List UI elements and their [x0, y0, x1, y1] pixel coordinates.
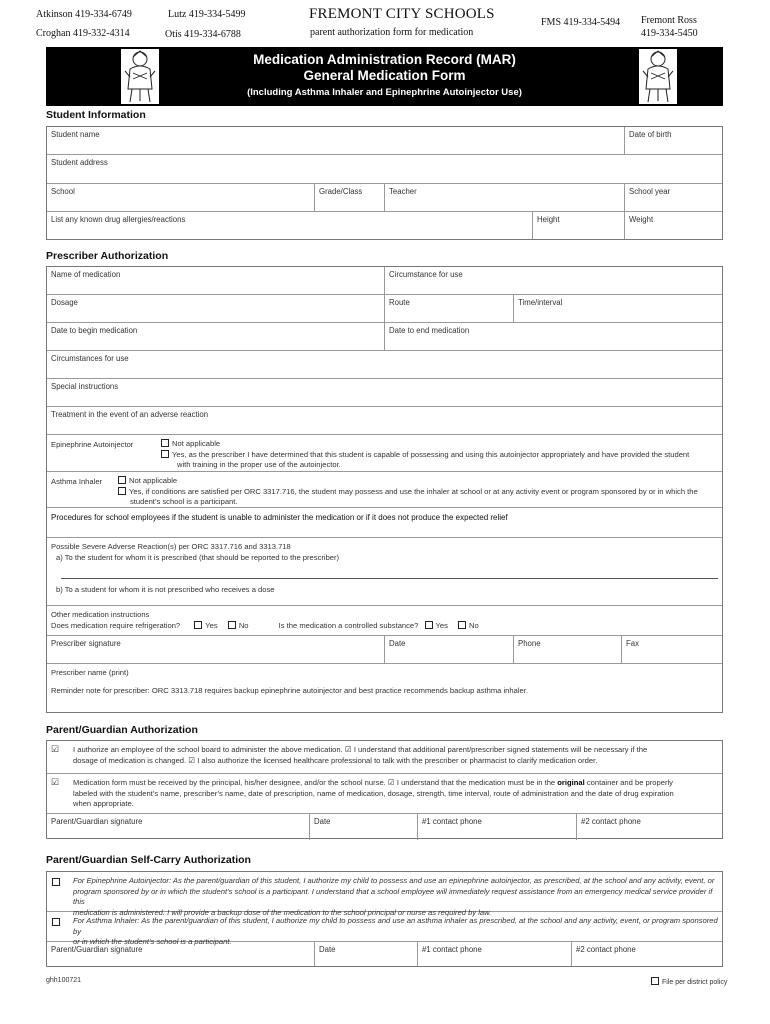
severe-reactions-section [51, 542, 718, 563]
prescriber-reminder-note: Reminder note for prescriber: ORC 3313.718 requires backup epinephrine autoinjector and best practice recommends backup asthma inhaler. [51, 685, 528, 695]
checkbox[interactable] [118, 476, 126, 484]
parent-date-field[interactable]: Date [309, 814, 417, 840]
form-code: ghh100721 [46, 977, 82, 984]
refrig-yes[interactable]: Yes [194, 621, 217, 630]
special-instructions-field[interactable]: Special instructions [51, 382, 119, 391]
self-carry-epi-statement: For Epinephrine Autoinjector: As the parent/guardian of this student, I authorize my child to possess and use an epinephrine autoinjector, as prescribed, at the school and any activity, event, or program sponsored by or in which the student’s school is a participant. I understand that a school employee will immediately request assistance from an emergency medical service provider if this medication is administered. I will provide a backup dose of the medication to the school principal or nurse as required by law. [73, 876, 715, 917]
fremont-ross-label: Fremont Ross [641, 15, 697, 26]
other-instructions-label: Other medication instructions [51, 610, 150, 619]
date-begin-field[interactable]: Date to begin medication [51, 326, 138, 335]
epi-yes-option[interactable]: Yes, as the prescriber I have determined that this student is capable of possessing and using this autoinjector appropriately and have provided the student [161, 450, 716, 461]
croghan-phone: Croghan 419-332-4314 [36, 28, 130, 39]
epinephrine-label: Epinephrine Autoinjector [51, 440, 134, 449]
circumstance-field[interactable]: Circumstance for use [384, 267, 722, 294]
dosage-field[interactable]: Dosage [51, 298, 78, 307]
self-carry-table [46, 871, 723, 967]
checkbox[interactable] [118, 487, 126, 495]
checkbox[interactable] [425, 621, 433, 629]
prescriber-print-section [51, 668, 718, 696]
student-info-heading: Student Information [46, 109, 146, 121]
prescriber-signature-field[interactable]: Prescriber signature [51, 639, 121, 648]
mascot-logo-right [639, 49, 677, 104]
inline-check: ☑ [188, 755, 196, 765]
prescriber-heading: Prescriber Authorization [46, 250, 169, 262]
parent-check-1[interactable]: ☑ [51, 744, 60, 754]
checkbox[interactable] [161, 439, 169, 447]
medication-name-field[interactable]: Name of medication [51, 270, 121, 279]
height-field[interactable]: Height [532, 212, 624, 239]
asthma-label: Asthma Inhaler [51, 477, 103, 486]
prescriber-table [46, 266, 723, 713]
refrigeration-question: Does medication require refrigeration? Yes No Is the medication a controlled substance? Yes No [51, 620, 479, 630]
fms-phone: FMS 419-334-5494 [541, 17, 621, 28]
student-address-field[interactable]: Student address [51, 158, 108, 167]
severe-reaction-b: b) To a student for whom it is not prescribed who receives a dose [56, 585, 275, 594]
adverse-treatment-field[interactable]: Treatment in the event of an adverse reaction [51, 410, 209, 419]
parent-signature-field[interactable]: Parent/Guardian signature [51, 817, 143, 826]
inline-check: ☑ [387, 778, 395, 787]
prescriber-phone-field[interactable]: Phone [513, 636, 621, 663]
asthma-not-applicable[interactable]: Not applicable [118, 476, 716, 487]
self-carry-heading: Parent/Guardian Self-Carry Authorization [46, 854, 251, 866]
controlled-no[interactable]: No [458, 621, 479, 630]
otis-phone: Otis 419-334-6788 [165, 29, 241, 40]
other-instructions-section [51, 610, 718, 631]
parent-statement-1: I authorize an employee of the school board to administer the above medication. ☑ I understand that additional parent/prescriber signed statements will be necessary if the dosage of medication is changed. ☑ I also authorize the licensed healthcare professional to talk with the prescriber or pharmacist to clarify medication order. [73, 745, 648, 765]
mascot-logo-left [121, 49, 159, 104]
severe-reaction-a: a) To the student for whom it is prescribed (that should be reported to the prescriber) [56, 552, 340, 562]
epi-yes-option-cont: with training in the proper use of the autoinjector. [177, 460, 341, 469]
district-subtitle: parent authorization form for medication [310, 27, 474, 38]
date-end-field[interactable]: Date to end medication [384, 323, 722, 350]
dob-field[interactable]: Date of birth [624, 127, 722, 154]
time-interval-field[interactable]: Time/interval [513, 295, 722, 322]
atkinson-phone: Atkinson 419-334-6749 [36, 9, 132, 20]
teacher-field[interactable]: Teacher [384, 184, 624, 211]
self-carry-signature-field[interactable]: Parent/Guardian signature [51, 945, 143, 954]
controlled-yes[interactable]: Yes [425, 621, 448, 630]
self-carry-date-field[interactable]: Date [314, 942, 417, 966]
student-name-field[interactable]: Student name [51, 130, 100, 139]
asthma-options [118, 476, 716, 508]
allergies-field[interactable]: List any known drug allergies/reactions [51, 215, 186, 224]
severe-reactions-label: Possible Severe Adverse Reaction(s) per ORC 3317.716 and 3313.718 [51, 542, 291, 551]
checkbox[interactable] [194, 621, 202, 629]
epinephrine-options [161, 439, 716, 471]
form-subtitle-note: (Including Asthma Inhaler and Epinephrine Autoinjector Use) [247, 87, 522, 98]
self-carry-epi-checkbox[interactable] [52, 878, 60, 886]
checkbox[interactable] [458, 621, 466, 629]
form-subtitle: General Medication Form [303, 68, 466, 83]
lutz-phone: Lutz 419-334-5499 [168, 9, 246, 20]
checkbox[interactable] [651, 977, 659, 985]
self-carry-asthma-checkbox[interactable] [52, 918, 60, 926]
circumstances-field[interactable]: Circumstances for use [51, 354, 129, 363]
self-carry-contact1-field[interactable]: #1 contact phone [417, 942, 571, 966]
checkbox[interactable] [161, 450, 169, 458]
severe-reaction-a-line[interactable] [61, 578, 718, 579]
controlled-question: Is the medication a controlled substance? [278, 620, 419, 630]
asthma-yes-option[interactable]: Yes, if conditions are satisfied per ORC 3317.716, the student may possess and use the inhaler at school or at any activity event or program sponsored by or in which the [118, 487, 716, 498]
parent-contact1-field[interactable]: #1 contact phone [417, 814, 576, 840]
epi-not-applicable[interactable]: Not applicable [161, 439, 716, 450]
checkbox[interactable] [228, 621, 236, 629]
refrig-no[interactable]: No [228, 621, 249, 630]
parent-auth-table [46, 740, 723, 839]
school-field[interactable]: School [51, 187, 75, 196]
parent-contact2-field[interactable]: #2 contact phone [576, 814, 722, 840]
prescriber-date-field[interactable]: Date [384, 636, 513, 663]
fremont-ross-phone: 419-334-5450 [641, 28, 698, 39]
inline-check: ☑ [344, 745, 352, 754]
weight-field[interactable]: Weight [624, 212, 722, 239]
procedures-field[interactable]: Procedures for school employees if the student is unable to administer the medication or if it does not produce the expected relief [51, 513, 508, 522]
parent-check-2[interactable]: ☑ [51, 777, 60, 787]
self-carry-asthma-statement: For Asthma Inhaler: As the parent/guardian of this student, I authorize my child to possess and use an asthma inhaler as prescribed, at the school and any activity, event, or program sponsored by or in which the student’s school is a participant. [73, 916, 718, 946]
parent-auth-heading: Parent/Guardian Authorization [46, 724, 198, 736]
self-carry-contact2-field[interactable]: #2 contact phone [571, 942, 722, 966]
district-title: FREMONT CITY SCHOOLS [309, 6, 495, 22]
asthma-yes-option-cont: student’s school is a participant. [130, 497, 238, 506]
student-info-table [46, 126, 723, 240]
school-year-field[interactable]: School year [624, 184, 722, 211]
grade-field[interactable]: Grade/Class [314, 184, 384, 211]
file-policy: File per district policy [651, 977, 727, 986]
prescriber-fax-field[interactable]: Fax [621, 636, 722, 663]
parent-statement-2: Medication form must be received by the principal, his/her designee, and/or the school nurse. ☑ I understand that the medication must be in the original container and be properly labeled with the student’s name, prescriber’s name, date of prescription, name of medication, dosage, strength, time interval, route of administration and the date of drug expiration when appropriate. [73, 778, 674, 808]
prescriber-print-name-field[interactable]: Prescriber name (print) [51, 668, 129, 677]
route-field[interactable]: Route [384, 295, 513, 322]
form-title: Medication Administration Record (MAR) [253, 52, 516, 67]
